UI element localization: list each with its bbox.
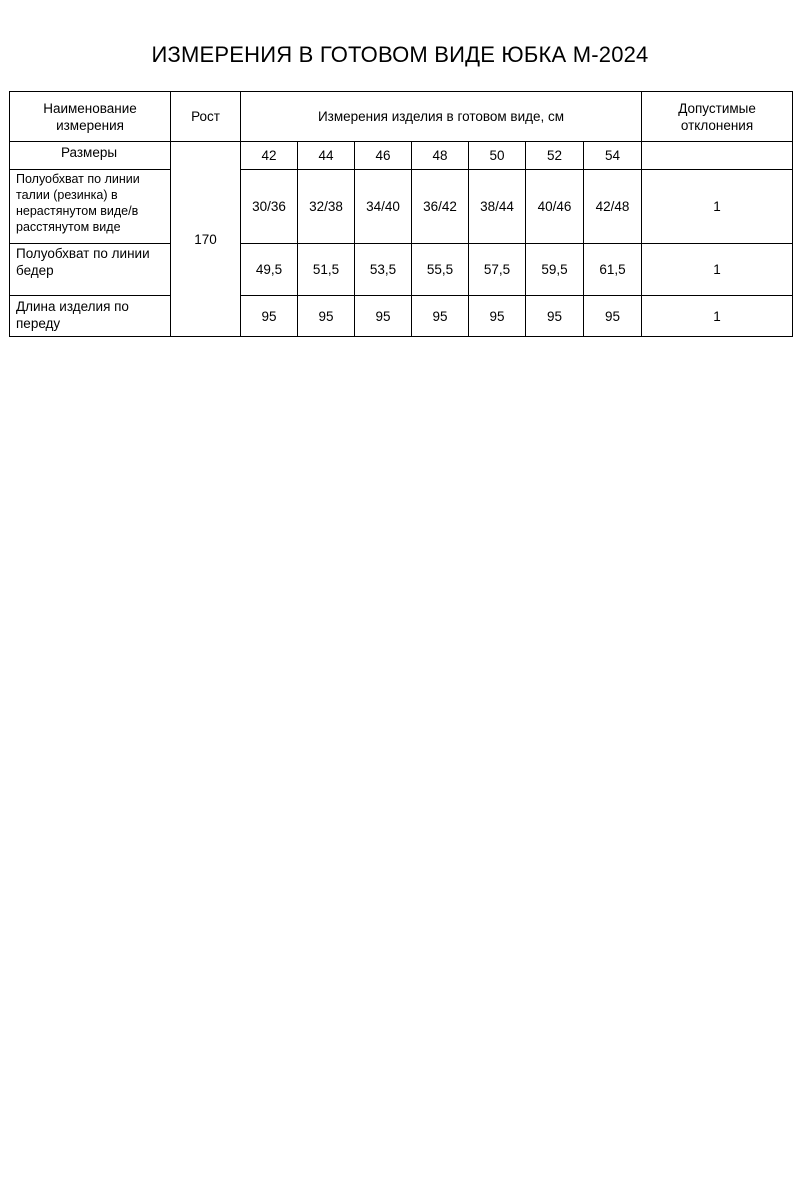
sizes-label: Размеры	[10, 142, 171, 170]
size-cell: 54	[584, 142, 642, 170]
measurements-table	[9, 91, 793, 337]
value-cell: 32/38	[298, 170, 355, 244]
header-measurement-name: Наименование измерения	[10, 92, 171, 142]
value-cell: 59,5	[526, 244, 584, 296]
value-cell: 95	[241, 296, 298, 337]
size-cell: 42	[241, 142, 298, 170]
tolerance-cell: 1	[642, 244, 793, 296]
value-cell: 95	[355, 296, 412, 337]
tolerance-cell: 1	[642, 170, 793, 244]
value-cell: 40/46	[526, 170, 584, 244]
size-cell: 44	[298, 142, 355, 170]
row-name-hip: Полуобхват по линии бедер	[10, 244, 171, 296]
sizes-row	[10, 142, 793, 170]
height-value: 170	[171, 142, 241, 337]
value-cell: 57,5	[469, 244, 526, 296]
value-cell: 55,5	[412, 244, 469, 296]
header-tolerance: Допустимые отклонения	[642, 92, 793, 142]
value-cell: 95	[526, 296, 584, 337]
size-cell: 46	[355, 142, 412, 170]
tolerance-cell: 1	[642, 296, 793, 337]
header-measurements: Измерения изделия в готовом виде, см	[241, 92, 642, 142]
value-cell: 95	[469, 296, 526, 337]
value-cell: 51,5	[298, 244, 355, 296]
table-row	[10, 244, 793, 296]
value-cell: 95	[412, 296, 469, 337]
table-header-row	[10, 92, 793, 142]
value-cell: 49,5	[241, 244, 298, 296]
row-name-length: Длина изделия по переду	[10, 296, 171, 337]
value-cell: 38/44	[469, 170, 526, 244]
value-cell: 42/48	[584, 170, 642, 244]
row-name-waist: Полуобхват по линии талии (резинка) в нерастянутом виде/в расстянутом виде	[10, 170, 171, 244]
value-cell: 34/40	[355, 170, 412, 244]
value-cell: 95	[298, 296, 355, 337]
table-row	[10, 170, 793, 244]
size-cell: 50	[469, 142, 526, 170]
size-cell: 48	[412, 142, 469, 170]
value-cell: 61,5	[584, 244, 642, 296]
table-row	[10, 296, 793, 337]
value-cell: 53,5	[355, 244, 412, 296]
value-cell: 95	[584, 296, 642, 337]
page-title: ИЗМЕРЕНИЯ В ГОТОВОМ ВИДЕ ЮБКА М-2024	[151, 42, 649, 67]
value-cell: 36/42	[412, 170, 469, 244]
empty-tolerance-cell	[642, 142, 793, 170]
value-cell: 30/36	[241, 170, 298, 244]
size-cell: 52	[526, 142, 584, 170]
header-height: Рост	[171, 92, 241, 142]
